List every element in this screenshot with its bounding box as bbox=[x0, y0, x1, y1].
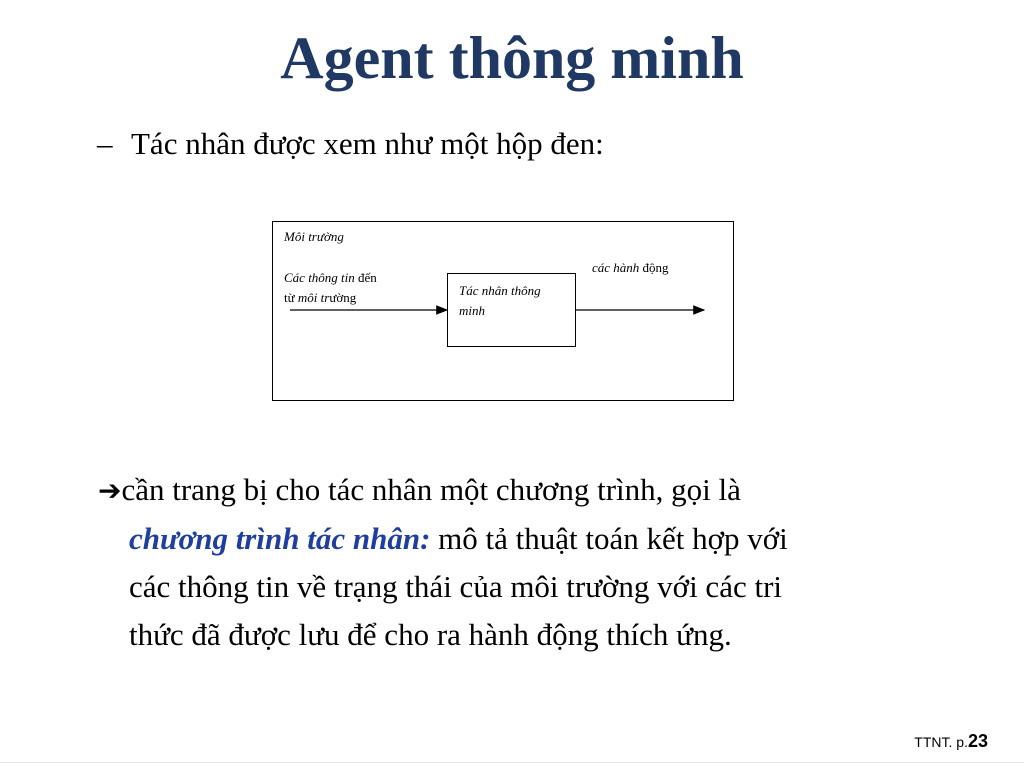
bullet-black-box bbox=[97, 126, 604, 162]
input-label: Các thông tin đến từ môi trường bbox=[284, 270, 377, 305]
output-label: các hành động bbox=[592, 260, 669, 275]
bullet-agent-program-line-3: các thông tin về trạng thái của môi trường với các tri bbox=[129, 569, 783, 604]
environment-label: Môi trường bbox=[284, 229, 344, 244]
bullet-agent-program-line-2: chương trình tác nhân: mô tả thuật toán kết hợp với bbox=[129, 521, 788, 556]
bullet-black-box-text: Tác nhân được xem như một hộp đen: bbox=[131, 126, 604, 161]
bullet-agent-program-line-1: ➔cần trang bị cho tác nhân một chương trình, gọi là bbox=[98, 472, 741, 507]
page-number: 23 bbox=[967, 731, 988, 751]
right-arrow-icon: ➔ bbox=[98, 474, 122, 507]
agent-label: Tác nhân thông minh bbox=[459, 283, 541, 318]
bullet-agent-program bbox=[98, 466, 998, 659]
bullet-dash: – bbox=[97, 126, 113, 161]
agent-program-term: chương trình tác nhân: bbox=[129, 521, 431, 556]
bullet-agent-program-line-4: thức đã được lưu để cho ra hành động thích ứng. bbox=[129, 617, 732, 652]
agent-diagram bbox=[272, 221, 734, 401]
footer-prefix: TTNT. p. bbox=[914, 734, 968, 750]
slide-title: Agent thông minh bbox=[280, 25, 744, 91]
slide-footer bbox=[914, 731, 988, 752]
bottom-divider bbox=[0, 762, 1024, 763]
